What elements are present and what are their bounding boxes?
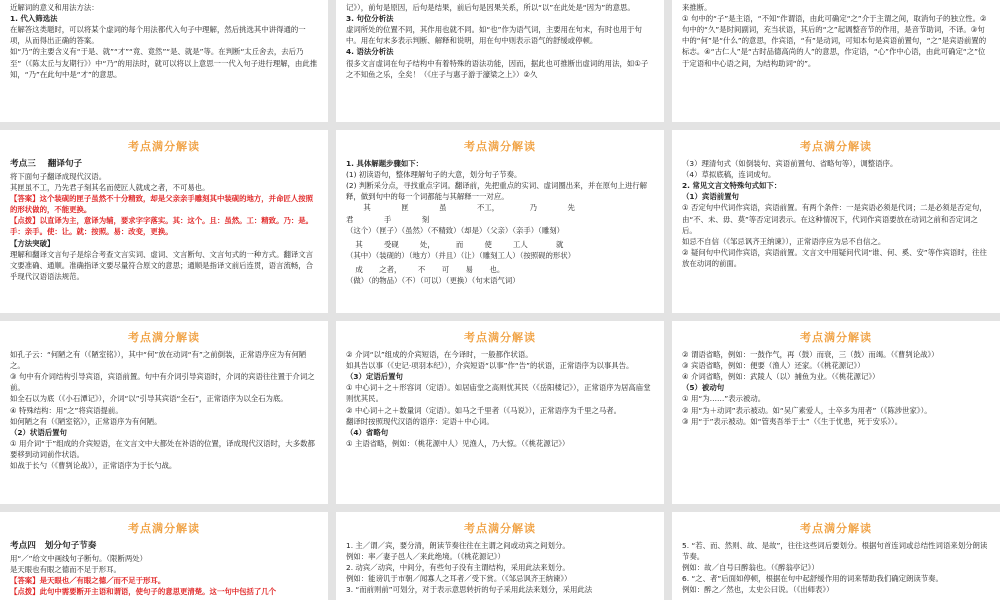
text-line: 3. “而前则前”可划分，对于表示意思转折的句子采用此法来划分，采用此法 <box>346 585 593 595</box>
slide-12-body <box>672 540 1000 596</box>
slide-8 <box>336 321 664 504</box>
slide-8-body <box>336 349 664 449</box>
text-line: 6. “之、者”后面如停顿，根据在句中起舒缓作用的词来帮助我们确定朗读节奏。 <box>682 574 943 584</box>
text-line: ③ 宾语省略，例如：便要（渔人）还家。（《桃花源记》） <box>682 361 865 371</box>
section-number: 考点三 <box>10 159 36 169</box>
slide-5-body <box>336 158 664 286</box>
hint-text: 【点拨】此句中需要断开主语和谓语，使句子的意思更清楚。这一句中包括了几个 <box>10 587 277 597</box>
text-line: ② 用“为＋动词”表示被动。如“吴广素爱人，士卒多为用者”（《陈涉世家》）。 <box>682 405 932 415</box>
text-line: 近解词的意义和用法方法： <box>10 3 99 12</box>
slide-4 <box>0 130 328 313</box>
text-line: 5. “若、而、然则、故、是故”，往往这些词后要划分。根据句首连词或总结性词语来划分朗读节奏。 <box>682 541 988 562</box>
word-row <box>346 239 654 250</box>
text-line: ④ 特殊结构：用“之”将宾语提前。 <box>10 405 123 415</box>
slide-header: 考点满分解读 <box>128 331 200 344</box>
text-line: ② 中心词＋之＋数量词（定语）。如马之千里者（《马说》），正常语序为千里之马者。 <box>346 405 622 415</box>
gloss-row: （这个）（匣子）（虽然）（不精致）（却是）（父亲）（亲手）（雕刻） <box>346 225 564 235</box>
text-line: (2) 判断采分点，寻找重点字词。翻译前，先把重点的实词、虚词圈出来，并在原句上进行解释，做到句中的每一个词都能与其解释一一对应。 <box>346 181 648 202</box>
text-line: 如具告以事（《史记·项羽本纪》），介宾短语“以事”作“告”的状语，正常语序为以事具告。 <box>346 361 634 371</box>
slide-2 <box>336 0 664 122</box>
word-row <box>346 202 654 224</box>
word: 受砚 <box>383 239 399 249</box>
section-title <box>10 540 318 553</box>
text-line: 例如：醉之／然也，太史公曰说。（《出师表》） <box>682 585 834 595</box>
word: 之者， <box>379 264 402 274</box>
slide-1 <box>0 0 328 122</box>
text-line: 如“乃”的主要含义有“于是、就”“才”“竟、竟然”“是、就是”等。在判断“太丘舍去，去后乃至”（《陈太丘与友期行》）中“乃”的用法时，就可以将以上意思一一代入句子进行理解，由此推知，“乃”在此句中是“才”的意思。 <box>10 47 318 79</box>
slide-header: 考点满分解读 <box>800 331 872 344</box>
text-heading: 2. 常见文言文特殊句式如下： <box>682 181 782 191</box>
text-line: 用“／”给文中画线句子断句。（限断两处） <box>10 553 147 563</box>
text-heading: 1. 代入筛选法 <box>10 14 58 24</box>
word: 可 <box>441 264 450 274</box>
word: 成 <box>355 264 363 274</box>
word: 而 <box>455 239 464 249</box>
text-heading: （5）被动句 <box>682 383 725 393</box>
text-line: ② 介词“以”组成的介宾短语，在今译时，一般都作状语。 <box>346 350 533 359</box>
text-line: 如忌不自信（《邹忌讽齐王纳谏》），正常语序应为忌不自信之。 <box>682 236 886 246</box>
slide-7 <box>0 321 328 504</box>
section-title <box>10 158 318 171</box>
slide-2-body <box>336 0 664 80</box>
slide-9-body <box>672 349 1000 427</box>
word: 易 <box>465 264 474 274</box>
text-line: 例如：率／妻子邑人／来此绝境。（《桃花源记》） <box>346 552 505 562</box>
text-line: 是天眼也有眼之德而不足于形耳。 <box>10 565 121 574</box>
slide-11 <box>336 512 664 600</box>
text-heading: 1. 具体解题步骤如下： <box>346 159 424 168</box>
slide-header: 考点满分解读 <box>464 140 536 153</box>
slide-5 <box>336 130 664 313</box>
gloss-row: （其中）（装砚的）（地方）（并且）（让）（雕刻工人）（按照砚的形状） <box>346 250 576 260</box>
text-line: 虚词所处的位置不同，其作用也就不同。如“也”作为语气词，主要用在句末，有时也用于句中。用在句末多表示判断、解释和说明，用在句中则表示语气的舒缓或停顿。 <box>346 25 642 46</box>
text-line: 将下面句子翻译成现代汉语。 <box>10 171 107 181</box>
section-name: 划分句子节奏 <box>44 541 97 551</box>
text-heading: （4）省略句 <box>346 427 389 437</box>
text-line: 1. 主／谓／宾，要分清，朗读节奏往往在主谓之间或动宾之间划分。 <box>346 541 570 550</box>
slide-header: 考点满分解读 <box>464 522 536 535</box>
text-line: ① 用介词“于”组成的介宾短语，在文言文中大都处在补语的位置，译成现代汉语时，大多数都要移到动词前作状语。 <box>10 438 315 459</box>
text-line: 如何陋之有（《陋室铭》），正常语序为有何陋。 <box>10 416 162 426</box>
slide-header: 考点满分解读 <box>128 140 200 153</box>
slide-header: 考点满分解读 <box>800 522 872 535</box>
text-heading: （2）状语后置句 <box>10 427 67 437</box>
text-line: ③ 句中有介词结构引导宾语，宾语前置。句中有介词引导宾语时，介词的宾语往往置于介词之前。 <box>10 372 315 393</box>
word: 其 <box>355 239 363 249</box>
text-line: ③ 用“于”表示被动。如“管夷吾举于士”（《生于忧患，死于安乐》）。 <box>682 416 903 426</box>
text-line: ① 主语省略，例如：（桃花源中人）见渔人，乃大惊。（《桃花源记》） <box>346 438 570 448</box>
gloss-row: （做）（的物品）（不）（可以）（更换）（句末语气词） <box>346 276 520 286</box>
text-line: 在解答这类题时，可以将某个虚词的每个用法都代入句子中理解，然后挑选其中讲得通的一项，从而得出正确的答案。 <box>10 25 306 46</box>
slide-10-body <box>0 540 328 597</box>
text-line: ② 疑问句中代词作宾语，宾语前置。文言文中用疑问代词“谁、何、奚、安”等作宾语时，往往放在动词的前面。 <box>682 247 987 268</box>
text-heading: （3）定语后置句 <box>346 372 403 382</box>
text-line: 很多文言虚词在句子结构中有着特殊的语法功能，因而，据此也可推断出虚词的用法，如①子之不知鱼之乐，全矣！（《庄子与惠子游于濠梁之上》）②久 <box>346 58 649 79</box>
word: 工人 <box>513 239 528 249</box>
text-line: ④ 介词省略，例如：武陵人（以）捕鱼为业。（《桃花源记》） <box>682 372 880 382</box>
word: 不工， <box>476 203 500 213</box>
section-name: 翻译句子 <box>47 159 83 169</box>
text-line: ① 中心词＋之＋形容词（定语）。如居庙堂之高则忧其民（《岳阳楼记》），正常语序为居高庙堂则忧其民。 <box>346 383 651 404</box>
word: 先君 <box>346 203 575 224</box>
text-line: 翻译时按照现代汉语的语序：定语＋中心词。 <box>346 416 494 426</box>
slide-11-body <box>336 540 664 596</box>
word: 使 <box>484 239 492 249</box>
slide-6-body <box>672 158 1000 269</box>
word: 虽 <box>439 203 447 213</box>
word-row <box>346 264 654 275</box>
method-heading: 【方法突破】 <box>10 238 55 248</box>
slide-header: 考点满分解读 <box>464 331 536 344</box>
text-line: 来推断。 <box>682 3 712 12</box>
word: 不 <box>417 264 426 274</box>
text-line: 记》），前句是原因，后句是结果，前后句是因果关系，所以“以”在此处是“因为”的意思。 <box>346 3 635 12</box>
hint-text: 【点拨】以直译为主，意译为辅，要求字字落实。其：这个。且：虽然。工：精致。乃：是。手：亲手。使：让。就：按照。易：改变，更换。 <box>10 216 314 237</box>
text-line: ② 谓语省略，例如：一鼓作气，再（鼓）而衰，三（鼓）而竭。（《曹刿论战》） <box>682 350 939 359</box>
slide-3 <box>672 0 1000 122</box>
slide-4-body <box>0 158 328 282</box>
answer-text: 【答案】这个装砚的匣子虽然不十分精致，却是父亲亲手雕刻其中装砚的地方，并命匠人按照的形状做的，不能更换。 <box>10 194 314 215</box>
text-line: 例如：故／自号曰醉翁也。（《醉翁亭记》） <box>682 563 819 573</box>
word: 乃 <box>529 203 538 213</box>
text-line: 2. 动宾／动宾，中间分，有些句子没有主谓结构，采用此法来划分。 <box>346 563 570 573</box>
text-line: ① 句中的“子”是主语，“不知”作谓语，由此可确定“之”介于主谓之间，取消句子的独立性。②句中的“久”是时间副词，充当状语，其后的“之”起调整音节的作用，是音节助词，不译。③句中的“何”是“什么”的意思，作宾语，“有”是动词，可知本句是宾语前置句，“之”是宾语前置的标志。④“古仁人”是“古时品德高尚的人”的意思，作定语，“心”作中心语，由此可确定“之”位于定语和中心语之间，为结构助词“的”。 <box>682 14 987 68</box>
slide-header: 考点满分解读 <box>800 140 872 153</box>
text-line: 理解和翻译文言句子是综合考查文言实词、虚词、文言断句、文言句式的一种方式。翻译文言文要准确、通顺。准确指译文要尽量符合原文的意思；通顺是指译文前后连贯，语言流畅，合乎现代汉语语法规范。 <box>10 249 314 281</box>
text-line: 如全石以为底（《小石潭记》），介词“以”引导其宾语“全石”，正常语序为以全石为底。 <box>10 394 288 404</box>
slide-12 <box>672 512 1000 600</box>
text-line: 其匣虽不工，乃先君子刻其名而使匠人就成之者，不可易也。 <box>10 183 210 192</box>
text-heading: 3. 句位分析法 <box>346 14 394 24</box>
slide-10 <box>0 512 328 600</box>
text-line: ① 用“为……”表示被动。 <box>682 394 766 404</box>
word: 其 <box>363 203 371 213</box>
word: 也。 <box>489 264 505 274</box>
text-line: ① 否定句中代词作宾语，宾语前置。有两个条件：一是宾语必须是代词；二是必须是否定句，由“不、未、毋、莫”等否定词表示。在这种情况下，代词作宾语要放在动词之前和否定词之后。 <box>682 203 987 235</box>
text-line: 如孔子云：“何陋之有（《陋室铭》），其中“何”放在动词“有”之前倒装，正常语序应为有何陋之。 <box>10 350 307 371</box>
word: 匣 <box>401 203 409 213</box>
word: 处， <box>419 239 435 249</box>
slide-9 <box>672 321 1000 504</box>
word: 刻 <box>421 214 430 224</box>
text-line: 如战于长勺（《曹刿论战》），正常语序为于长勺战。 <box>10 461 177 471</box>
text-line: （3）理清句式（如倒装句、宾语前置句、省略句等），调整语序。 <box>682 159 898 168</box>
slide-7-body <box>0 349 328 471</box>
section-number: 考点四 <box>10 541 36 551</box>
slide-3-body <box>672 0 1000 69</box>
text-heading: （1）宾语前置句 <box>682 192 739 202</box>
answer-text: 【答案】是天眼也／有眼之德／而不足于形耳。 <box>10 576 166 586</box>
slide-header: 考点满分解读 <box>128 522 200 535</box>
word: 手 <box>383 214 392 224</box>
slide-1-body <box>0 0 328 80</box>
text-line: （4）草拟底稿，连词成句。 <box>682 170 776 180</box>
text-heading: 4. 语法分析法 <box>346 47 394 57</box>
text-line: 例如：能谤讥于市朝／闻寡人之耳者／受下赏。（《邹忌讽齐王纳谏》） <box>346 574 572 584</box>
word: 就 <box>556 239 564 249</box>
text-line: (1) 初读语句，整体理解句子的大意，划分句子节奏。 <box>346 170 522 180</box>
slide-6 <box>672 130 1000 313</box>
